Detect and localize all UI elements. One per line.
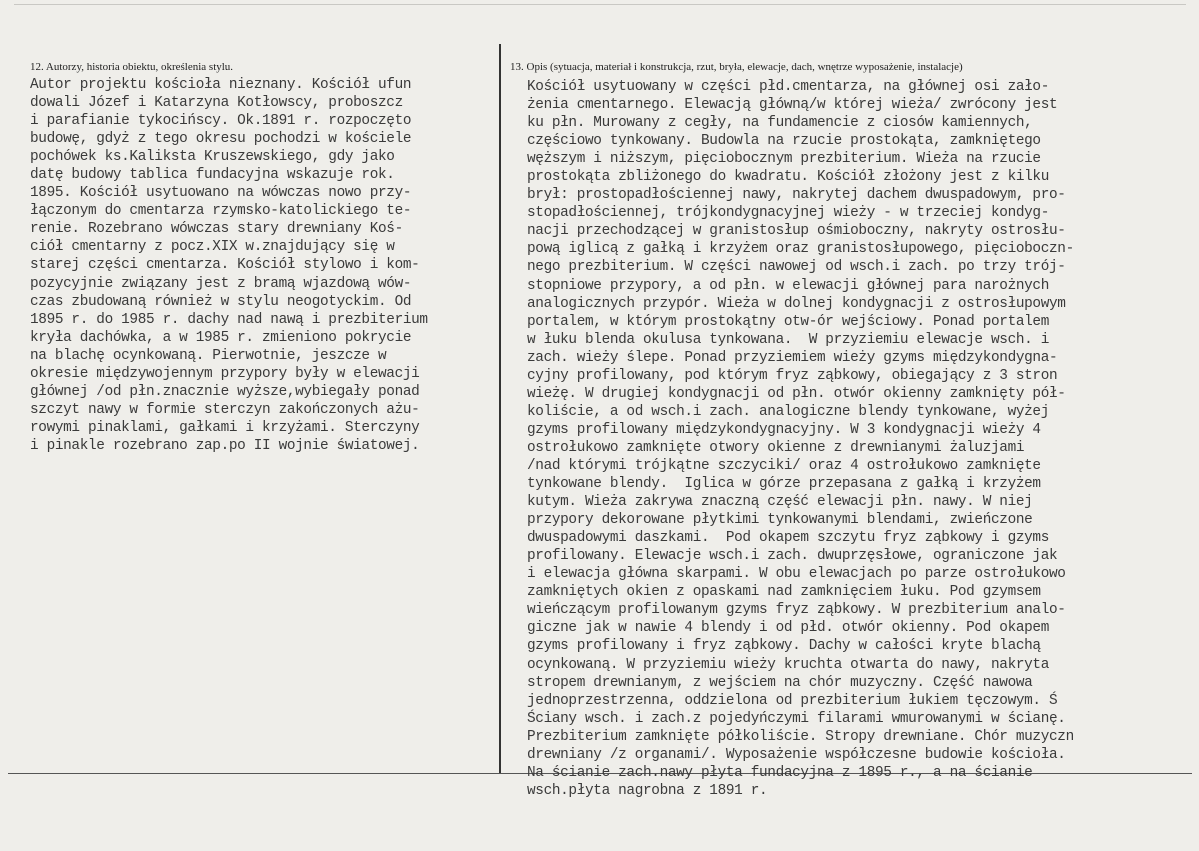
right-text-line: stopadłościennej, trójkondygnacyjnej wieży - w trzeciej kondyg- [527,205,1050,222]
right-text-line: stropem drewnianym, z wejściem na chór muzyczny. Część nawowa [527,674,1033,691]
left-text-line: na blachę ocynkowaną. Pierwotnie, jeszcze w [30,347,387,364]
left-text-line: łączonym do cmentarza rzymsko-katolickiego te- [30,203,412,220]
left-text-line: Autor projektu kościoła nieznany. Kościół ufun [30,77,412,93]
right-text-line: wsch.płyta nagrobna z 1891 r. [527,782,768,799]
left-text-line: pozycyjnie związany jest z bramą wjazdową wów- [30,275,412,292]
left-text-line: datę budowy tablica fundacyjna wskazuje rok. [30,167,395,184]
right-text-line: zach. wieży ślepe. Ponad przyziemiem wieży gzyms międzykondygna- [527,349,1058,366]
right-text-line: ocynkowaną. W przyziemiu wieży kruchta otwarta do nawy, nakryta [527,656,1050,673]
left-text-line: i parafianie tykocińscy. Ok.1891 r. rozpoczęto [30,113,412,130]
right-text-line: portalem, w którym prostokątny otw-ór wejściowy. Ponad portalem [527,313,1050,330]
right-text-line: prostokąta zbliżonego do kwadratu. Kościół złożony jest z kilku [527,169,1050,186]
left-text-line: czas zbudowaną również w stylu neogotyckim. Od [30,293,412,310]
left-text-line: rowymi pinaklami, gałkami i krzyżami. Sterczyny [30,419,420,436]
right-column-text [527,78,1074,800]
right-text-line: żenia cmentarnego. Elewacją główną/w której wieża/ zwrócony jest [527,97,1058,114]
right-text-line: nacji przechodzącej w granistosłup ośmioboczny, nakryty ostrosłu- [527,223,1066,240]
right-text-line: w łuku blenda okulusa tynkowana. W przyziemiu elewacje wsch. i [527,331,1050,348]
right-text-line: /nad którymi trójkątne szczyciki/ oraz 4 ostrołukowo zamknięte [527,457,1041,474]
right-text-line: koliście, a od wsch.i zach. analogiczne blendy tynkowane, wyżej [527,403,1050,420]
left-text-line: i pinakle rozebrano zap.po II wojnie światowej. [30,437,420,454]
right-text-line: stopniowe przypory, a od płn. w elewacji głównej para narożnych [527,277,1050,294]
left-column-text [30,76,428,455]
sheet-top-edge [14,4,1186,5]
right-text-line: jednoprzestrzenna, oddzielona od prezbiterium łukiem tęczowym. Ś [527,692,1058,709]
right-text-line: brył: prostopadłościennej nawy, nakrytej dachem dwuspadowym, pro- [527,187,1066,204]
left-text-line: okresie międzywojennym przypory były w elewacji [30,365,420,382]
right-text-line: Na ścianie zach.nawy płyta fundacyjna z 1895 r., a na ścianie [527,764,1033,781]
left-text-line: ciół cmentarny z pocz.XIX w.znajdujący się w [30,239,395,256]
right-text-line: tynkowane blendy. Iglica w górze przepasana z gałką i krzyżem [527,476,1041,493]
right-text-line: Prezbiterium zamknięte półkoliście. Stropy drewniane. Chór muzyczn [527,728,1074,745]
right-text-line: wieżę. W drugiej kondygnacji od płn. otwór okienny zamknięty pół- [527,385,1066,402]
right-text-line: Ściany wsch. i zach.z pojedyńczymi filarami wmurowanymi w ścianę. [527,710,1066,727]
right-text-line: ostrołukowo zamknięte otwory okienne z drewnianymi żaluzjami [527,439,1025,456]
right-text-line: giczne jak w nawie 4 blendy i od płd. otwór okienny. Pod okapem [527,620,1050,637]
right-text-line: wieńczącym profilowanym gzyms fryz ząbkowy. W prezbiterium analo- [527,602,1066,619]
left-column-header: 12. Autorzy, historia obiektu, określenia stylu. [30,61,234,73]
left-text-line: 1895. Kościół usytuowano na wówczas nowo przy- [30,185,412,202]
right-text-line: przypory dekorowane płytkimi tynkowanymi blendami, zwieńczone [527,512,1033,529]
right-text-line: ku płn. Murowany z cegły, na fundamencie z ciosów kamiennych, [527,115,1033,132]
column-divider [499,44,501,773]
right-text-line: gzyms profilowany międzykondygnacyjny. W 3 kondygnacji wieży 4 [527,421,1041,438]
right-text-line: drewniany /z organami/. Wyposażenie współczesne budowie kościoła. [527,746,1066,763]
right-text-line: pową iglicą z gałką i krzyżem oraz granistosłupowego, pięcioboczn- [527,241,1074,258]
right-text-line: Kościół usytuowany w części płd.cmentarza, na głównej osi zało- [527,79,1050,95]
left-text-line: 1895 r. do 1985 r. dachy nad nawą i prezbiterium [30,311,428,328]
right-text-line: częściowo tynkowany. Budowla na rzucie prostokąta, zamkniętego [527,133,1041,150]
left-text-line: budowę, gdyż z tego okresu pochodzi w kościele [30,131,412,148]
right-text-line: nego prezbiterium. W części nawowej od wsch.i zach. po trzy trój- [527,259,1066,276]
left-text-line: szczyt nawy w formie sterczyn zakończonych ażu- [30,401,420,418]
right-text-line: cyjny profilowany, pod którym fryz ząbkowy, obiegający z 3 stron [527,367,1058,384]
right-text-line: dwuspadowymi daszkami. Pod okapem szczytu fryz ząbkowy i gzyms [527,530,1050,547]
right-text-line: węższym i niższym, pięciobocznym prezbiterium. Wieża na rzucie [527,151,1041,168]
left-text-line: dowali Józef i Katarzyna Kotłowscy, proboszcz [30,95,403,112]
right-text-line: gzyms profilowany i fryz ząbkowy. Dachy w całości kryte blachą [527,638,1041,655]
right-text-line: zamkniętych okien z opaskami nad zamknięciem łuku. Pod gzymsem [527,584,1041,601]
left-text-line: renie. Rozebrano wówczas stary drewniany Koś- [30,221,403,238]
left-text-line: kryła dachówka, a w 1985 r. zmieniono pokrycie [30,329,412,346]
right-text-line: profilowany. Elewacje wsch.i zach. dwuprzęsłowe, ograniczone jak [527,548,1058,565]
left-text-line: starej części cmentarza. Kościół stylowo i kom- [30,257,420,274]
left-text-line: głównej /od płn.znacznie wyższe,wybiegały ponad [30,383,420,400]
right-text-line: kutym. Wieża zakrywa znaczną część elewacji płn. nawy. W niej [527,494,1033,511]
right-text-line: analogicznych przypór. Wieża w dolnej kondygnacji z ostrosłupowym [527,295,1066,312]
left-text-line: pochówek ks.Kaliksta Kruszewskiego, gdy jako [30,149,395,166]
right-text-line: i elewacja główna skarpami. W obu elewacjach po parze ostrołukowo [527,566,1066,583]
right-column-header: 13. Opis (sytuacja, materiał i konstrukcja, rzut, bryła, elewacje, dach, wnętrze wyposażenie, instalacje) [510,61,963,73]
